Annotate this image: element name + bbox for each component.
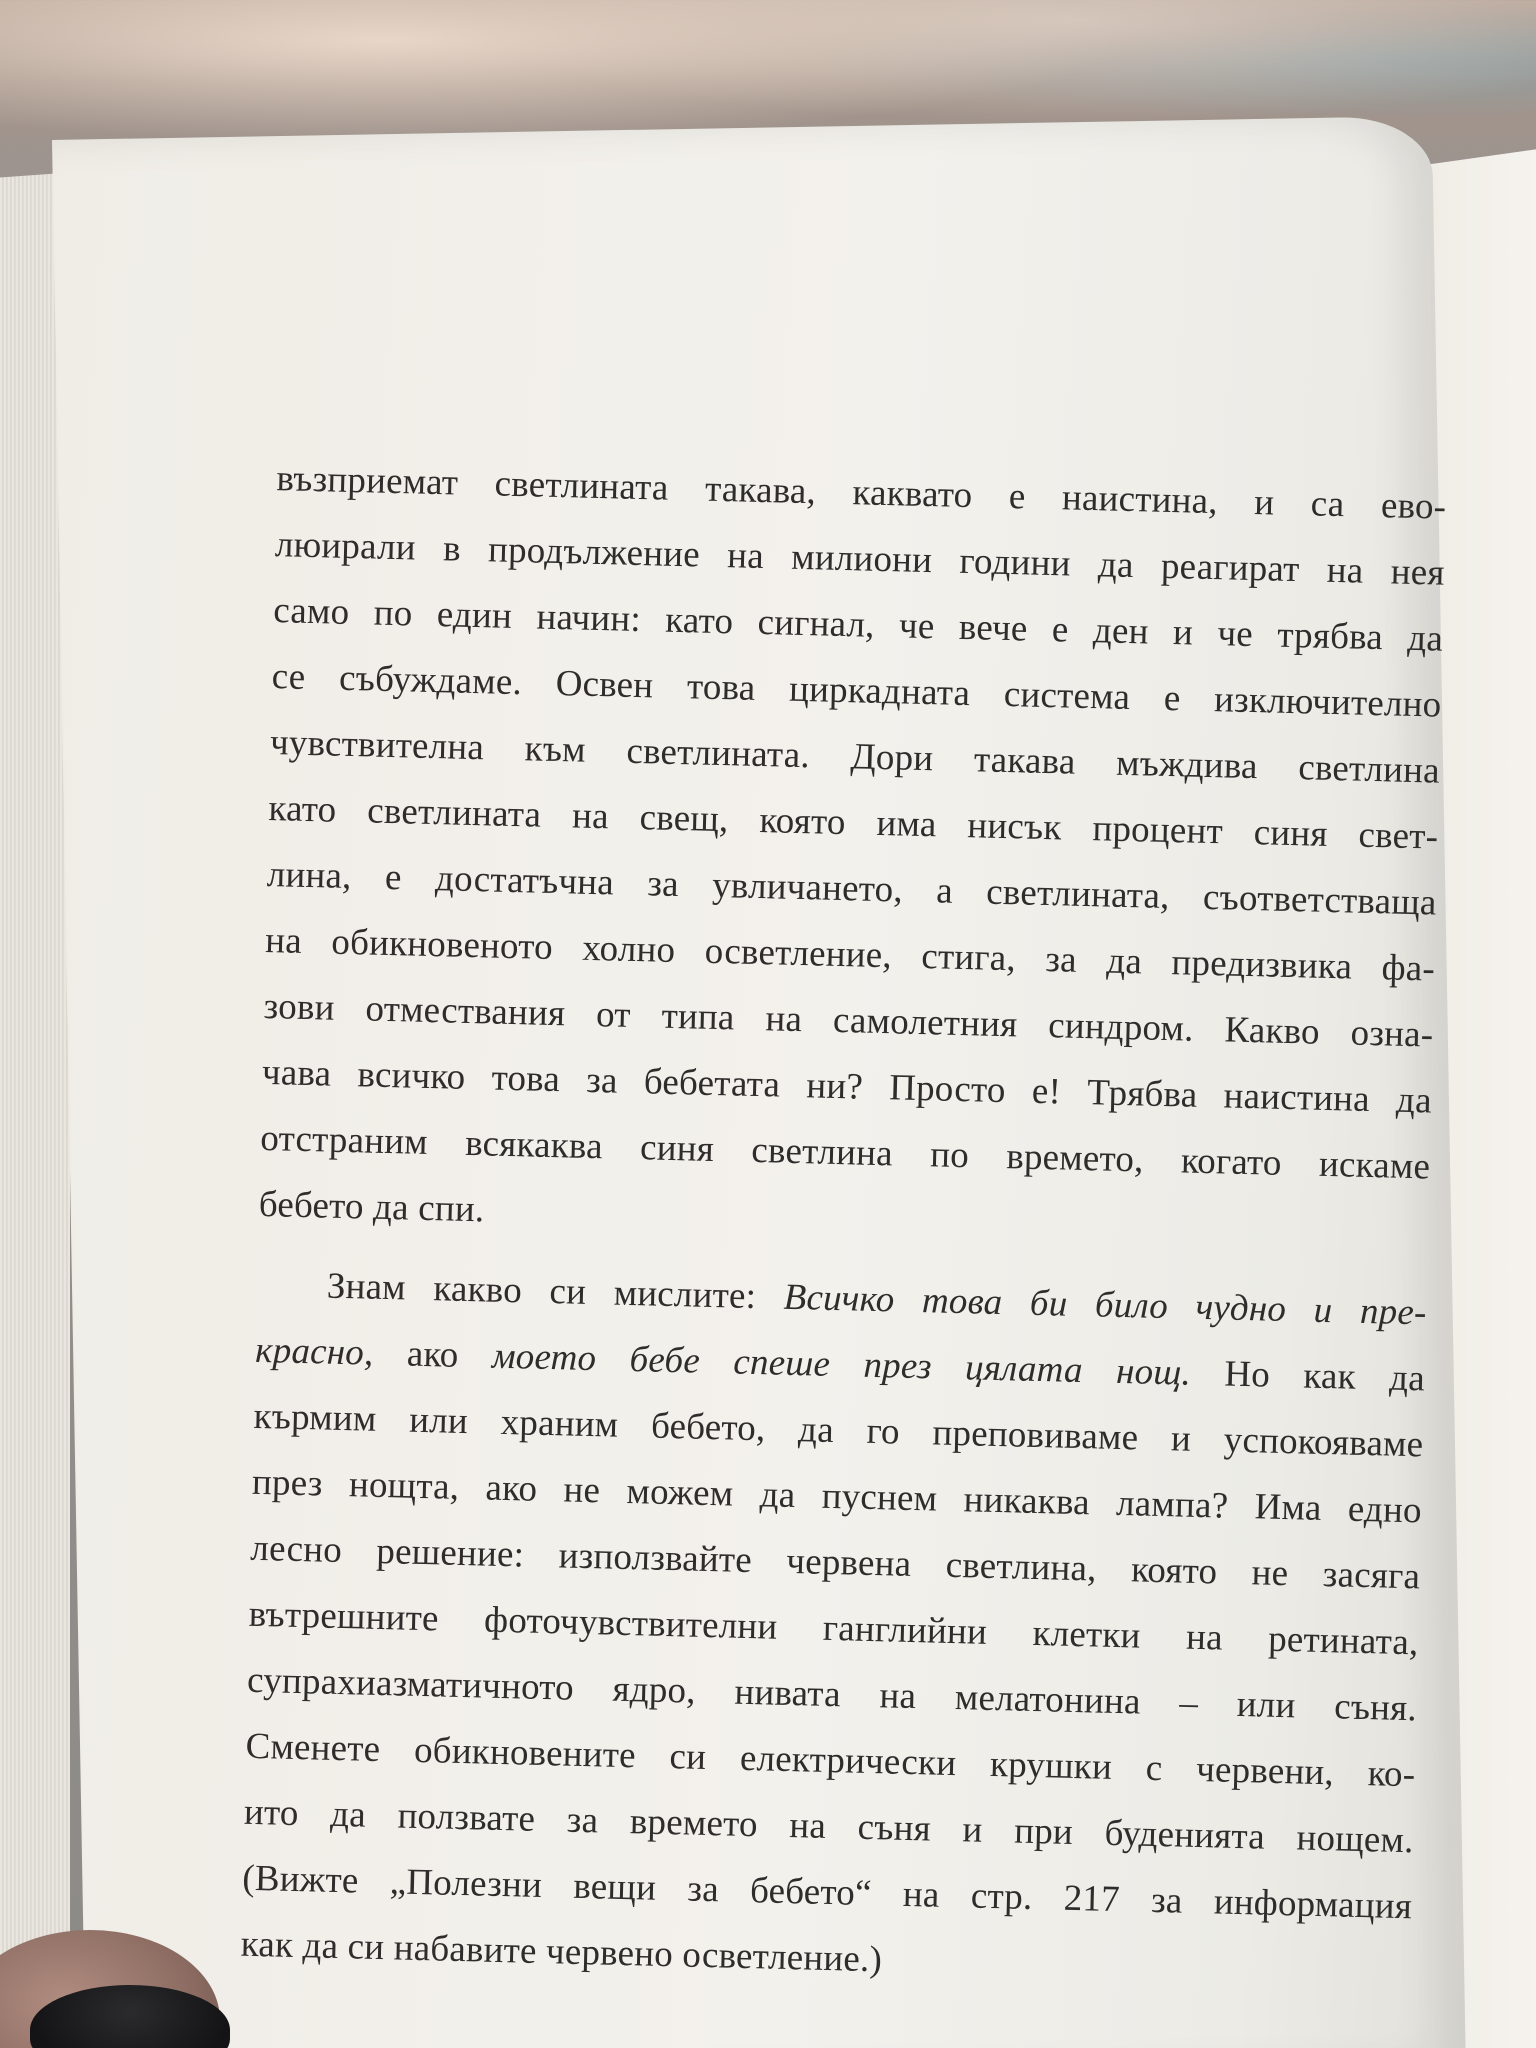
italic-text-run: моето бебе спеше през цялата нощ. xyxy=(491,1335,1192,1394)
text-line: като светлината на свещ, която има нисък процент синя свет- xyxy=(268,788,1439,858)
italic-text-run: красно, xyxy=(254,1329,374,1374)
text-line: зови отмествания от типа на самолетния синдром. Какво озна- xyxy=(263,985,1434,1056)
text-line: на обикновеното холно осветление, стига, за да предизвика фа- xyxy=(264,919,1436,990)
text-line: се събуждаме. Освен това циркадната система е изключително xyxy=(271,656,1442,726)
text-line: (Вижте „Полезни вещи за бебето“ на стр. 217 за информация xyxy=(241,1857,1413,1928)
text-run: Знам какво си мислите: xyxy=(326,1265,785,1318)
text-run: ако xyxy=(372,1332,493,1377)
text-run: Но как да xyxy=(1190,1352,1426,1400)
paragraph-2 xyxy=(240,1252,1427,2006)
page-text xyxy=(240,446,1447,2006)
text-line: ито да ползвате за времето на съня и при буденията нощем. xyxy=(243,1791,1415,1862)
text-line: супрахиазматичното ядро, нивата на мелатонина – или съня. xyxy=(246,1659,1418,1730)
text-line: лина, е достатъчна за увличането, а светлината, съответстваща xyxy=(266,853,1438,924)
text-line: чава всичко това за бебетата ни? Просто е! Трябва наистина да xyxy=(261,1051,1433,1122)
book-page xyxy=(52,116,1466,2048)
text-line: отстраним всякаква синя светлина по времето, когато искаме xyxy=(259,1117,1431,1188)
text-line: само по един начин: като сигнал, че вече е ден и че трябва да xyxy=(272,590,1444,660)
italic-text-run: Всичко това би било чудно и пре- xyxy=(783,1276,1428,1334)
text-line: как да си набавите червено осветление.) xyxy=(240,1923,883,1981)
text-line: Сменете обикновените си електрически крушки с червени, ко- xyxy=(245,1725,1416,1796)
text-line: чувствителна към светлината. Дори такава мъждива светлина xyxy=(269,722,1441,792)
text-line: вътрешните фоточувствителни ганглийни клетки на ретината, xyxy=(248,1593,1419,1664)
paragraph-1 xyxy=(258,446,1447,1266)
text-line: люирали в продължение на милиони години да реагират на нея xyxy=(274,524,1446,594)
text-line: през нощта, ако не можем да пуснем никаква лампа? Има едно xyxy=(251,1461,1423,1532)
text-line: възприемат светлината такава, каквато е наистина, и са ево- xyxy=(276,458,1447,528)
text-line: бебето да спи. xyxy=(258,1183,485,1231)
text-line: лесно решение: използвайте червена светлина, която не засяга xyxy=(249,1527,1421,1598)
text-line: кърмим или храним бебето, да го преповиваме и успокояваме xyxy=(253,1395,1424,1466)
